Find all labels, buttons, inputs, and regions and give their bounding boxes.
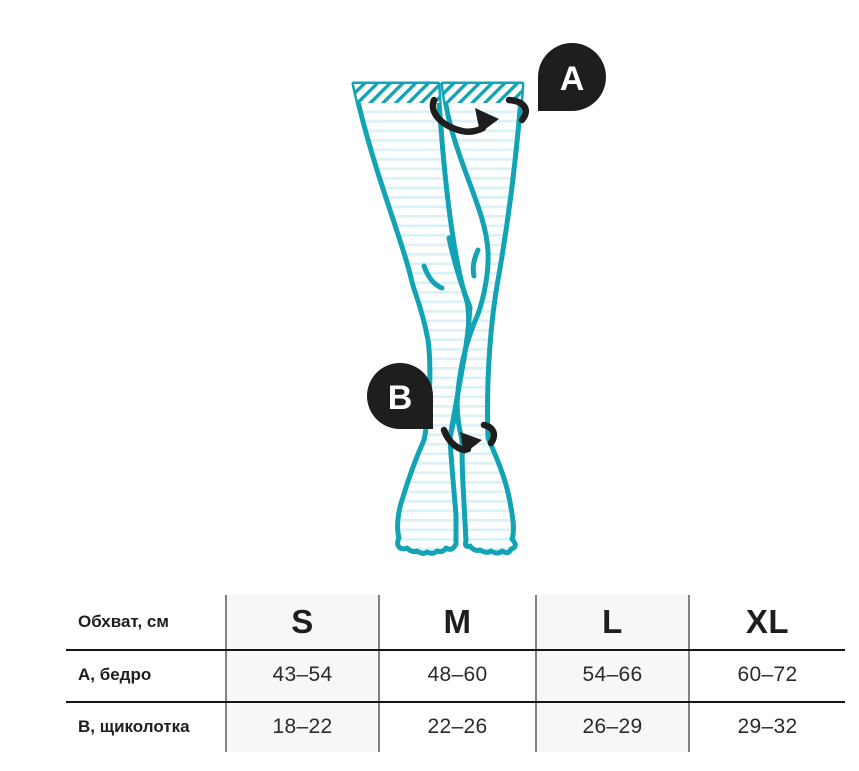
table-divider-bottom [66,701,845,703]
value-ankle-xl: 29–32 [737,714,798,738]
value-ankle-m: 22–26 [427,714,488,738]
cut-hatch-left [345,82,445,103]
size-header-xl: XL [745,603,790,640]
row-label-ankle: В, щиколотка [78,716,190,736]
size-table [66,595,845,752]
table-divider-top [66,649,845,651]
value-thigh-s: 43–54 [225,649,380,701]
value-thigh-l: 54–66 [535,649,690,701]
badge-a-label: A [559,60,585,98]
left-leg [345,82,469,553]
size-header-l: L [535,595,690,649]
value-ankle-l: 26–29 [535,701,690,752]
badge-a [538,43,606,111]
right-knee-mark [473,250,478,276]
value-ankle-s: 18–22 [225,701,380,752]
size-header-s: S [225,595,380,649]
value-thigh-m: 48–60 [427,663,488,686]
badge-b-label: B [387,379,413,417]
table-corner-label: Обхват, см [78,612,169,631]
size-header-m: M [443,603,472,640]
badge-b [367,363,433,429]
value-thigh-xl: 60–72 [737,663,798,686]
row-label-thigh: А, бедро [78,665,152,684]
